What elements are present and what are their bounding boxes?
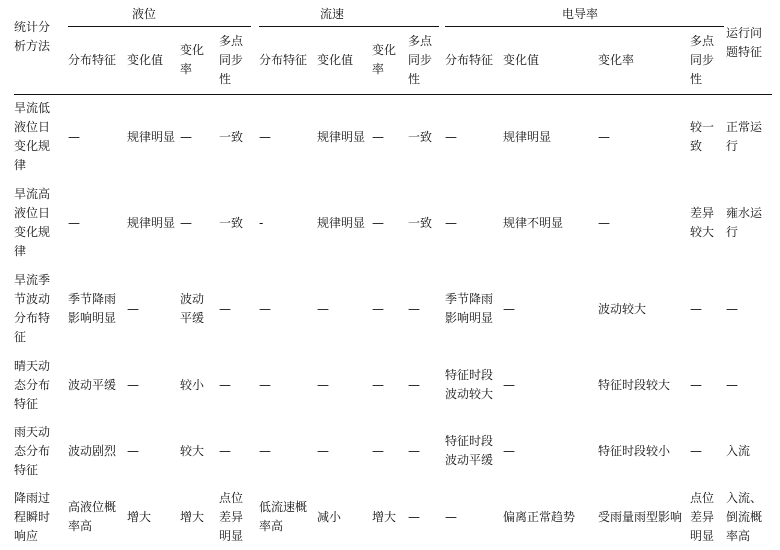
table-cell: [317, 442, 329, 461]
header-velocity-change: [317, 51, 353, 70]
table-cell-line: 行: [726, 225, 739, 239]
table-cell: [219, 300, 231, 319]
table-cell-line: 波动较大: [598, 301, 647, 316]
table-cell: [445, 432, 493, 470]
row-method-line: 特征: [14, 462, 39, 477]
table-cell-line: 波动平缓: [68, 377, 117, 392]
group-title-conductivity: 电导率: [562, 7, 599, 21]
table-cell-line: 倒流概: [726, 509, 763, 524]
table-cell: [408, 376, 420, 395]
table-cell-line: 差异: [690, 509, 715, 524]
table-cell-line: 点位: [219, 490, 244, 505]
row-method-line: 晴天动: [14, 358, 51, 373]
table-cell-line: —: [726, 377, 738, 392]
table-cell-line: —: [317, 377, 329, 392]
row-method-line: 特征: [14, 396, 39, 411]
table-cell-line: —: [127, 301, 139, 316]
table-cell: [259, 300, 271, 319]
table-cell-line: —: [372, 129, 384, 144]
table-cell-line: 差异: [219, 509, 244, 524]
table-cell-line: —: [68, 215, 80, 230]
table-cell: [503, 442, 515, 461]
header-method-line: 统计分: [14, 20, 51, 34]
row-method-line: 节波动: [14, 292, 51, 306]
header-velocity-change-line: 变化值: [317, 52, 354, 67]
table-cell-line: 规律明显: [503, 129, 552, 144]
table-cell-line: —: [408, 509, 420, 524]
table-cell-line: 高液位概: [68, 500, 117, 514]
table-cell: [180, 508, 204, 527]
table-cell: [372, 300, 384, 319]
table-cell-line: —: [598, 215, 610, 230]
table-cell-line: —: [690, 377, 702, 392]
table-cell: [317, 300, 329, 319]
header-issue-line: 运行问: [726, 26, 763, 40]
row-method: [14, 357, 50, 414]
table-cell-line: 较一: [690, 120, 715, 134]
table-cell-line: 影响明显: [68, 311, 117, 325]
group-rule-level: [68, 26, 251, 27]
table-cell-line: 波动平缓: [445, 453, 494, 467]
row-method-line: 降雨过: [14, 490, 51, 505]
header-velocity-rate-line: 率: [372, 62, 385, 76]
header-method-line: 析方法: [14, 39, 51, 53]
table-cell-line: —: [219, 377, 231, 392]
row-method-line: 程瞬时: [14, 509, 51, 524]
header-velocity-sync: [408, 32, 432, 89]
table-cell-line: 规律明显: [317, 215, 366, 230]
header-conductivity-sync-line: 性: [690, 71, 703, 86]
header-conductivity-sync: [690, 32, 714, 89]
table-cell: [690, 118, 714, 156]
table-cell-line: —: [372, 301, 384, 316]
table-cell-line: —: [503, 377, 515, 392]
header-level-rate-line: 变化: [180, 43, 205, 57]
table-cell: [259, 442, 271, 461]
table-cell-line: 规律明显: [317, 129, 366, 144]
table-cell: [259, 128, 271, 147]
table-cell: [503, 128, 551, 147]
table-cell-line: 一致: [408, 129, 433, 144]
row-method: [14, 185, 50, 261]
table-cell: [726, 300, 738, 319]
table-cell: [726, 489, 762, 546]
table-cell: [259, 214, 263, 233]
table-cell-line: —: [726, 301, 738, 316]
table-cell-line: —: [219, 443, 231, 458]
table-cell-line: 规律不明显: [503, 215, 564, 230]
table-cell: [598, 214, 610, 233]
table-cell: [68, 290, 116, 328]
header-conductivity-dist: [445, 51, 493, 70]
table-cell-line: —: [259, 377, 271, 392]
table-cell-line: 增大: [180, 509, 205, 524]
table-cell: [445, 290, 493, 328]
table-cell: [317, 508, 341, 527]
header-conductivity-sync-line: 同步: [690, 52, 715, 67]
table-cell: [127, 508, 151, 527]
row-method: [14, 271, 50, 347]
table-cell: [598, 376, 670, 395]
table-cell: [408, 442, 420, 461]
table-cell-line: 规律明显: [127, 129, 176, 144]
table-cell-line: 影响明显: [445, 311, 494, 325]
table-cell: [372, 376, 384, 395]
table-cell-line: —: [372, 215, 384, 230]
table-cell-line: —: [259, 129, 271, 144]
table-cell: [503, 376, 515, 395]
table-cell: [598, 442, 670, 461]
row-method-line: 响应: [14, 528, 39, 543]
table-cell-line: —: [259, 301, 271, 316]
table-cell-line: 季节降雨: [445, 292, 494, 306]
header-level-sync-line: 同步: [219, 52, 244, 67]
table-cell: [598, 128, 610, 147]
table-cell: [445, 214, 457, 233]
table-cell-line: 特征时段较小: [598, 443, 671, 458]
group-rule-velocity: [259, 26, 439, 27]
group-rule-conductivity: [445, 26, 724, 27]
row-method: [14, 423, 50, 480]
table-cell-line: —: [690, 301, 702, 316]
table-cell-line: 正常运: [726, 120, 763, 134]
table-cell: [127, 128, 175, 147]
row-method-line: 态分布: [14, 377, 51, 392]
header-issue: [726, 24, 762, 62]
table-cell-line: 率高: [259, 519, 284, 533]
header-conductivity-rate: [598, 51, 634, 70]
table-cell-line: 增大: [372, 509, 397, 524]
table-cell: [598, 300, 646, 319]
header-level-dist: [68, 51, 116, 70]
header-level-rate-line: 率: [180, 62, 193, 76]
table-cell-line: —: [180, 215, 192, 230]
table-cell: [726, 204, 762, 242]
row-method-line: 旱流高: [14, 187, 51, 201]
table-cell: [180, 214, 192, 233]
table-cell: [503, 300, 515, 319]
table-cell: [180, 290, 204, 328]
table-cell: [317, 128, 365, 147]
table-cell-line: —: [259, 443, 271, 458]
table-cell: [317, 376, 329, 395]
table-cell-line: 一致: [219, 215, 244, 230]
table-cell-line: —: [127, 377, 139, 392]
table-cell: [68, 442, 116, 461]
table-cell-line: —: [408, 377, 420, 392]
header-conductivity-rate-line: 变化率: [598, 52, 635, 67]
row-method-line: 液位日: [14, 206, 51, 220]
header-conductivity-change: [503, 51, 539, 70]
table-cell-line: 特征时段: [445, 368, 494, 382]
header-level-change-line: 变化值: [127, 52, 164, 67]
header-level-dist-line: 分布特征: [68, 52, 117, 67]
table-cell: [445, 508, 457, 527]
table-cell: [127, 214, 175, 233]
header-velocity-rate-line: 变化: [372, 43, 397, 57]
table-cell-line: 明显: [690, 528, 715, 543]
row-method-line: 变化规: [14, 139, 51, 153]
table-cell: [68, 214, 80, 233]
table-cell: [408, 128, 432, 147]
header-level-sync-line: 性: [219, 71, 232, 86]
header-level-sync-line: 多点: [219, 33, 244, 48]
table-cell: [690, 489, 714, 546]
row-method-line: 分布特: [14, 311, 51, 325]
table-cell: [372, 442, 384, 461]
table-cell: [372, 508, 396, 527]
table-cell: [726, 376, 738, 395]
table-cell-line: —: [317, 301, 329, 316]
table-cell-line: —: [598, 129, 610, 144]
table-cell-line: 点位: [690, 490, 715, 505]
row-method-line: 旱流季: [14, 273, 51, 287]
table-cell-line: —: [503, 443, 515, 458]
table-cell: [408, 214, 432, 233]
header-velocity-rate: [372, 41, 396, 79]
table-cell-line: —: [690, 443, 702, 458]
table-cell: [68, 376, 116, 395]
table-cell: [219, 214, 243, 233]
table-cell: [219, 442, 231, 461]
table-cell: [259, 498, 307, 536]
table-cell-line: 行: [726, 139, 739, 153]
table-cell: [127, 442, 139, 461]
header-level-sync: [219, 32, 243, 89]
table-cell-line: -: [259, 215, 264, 230]
table-cell-line: 率高: [726, 528, 751, 543]
table-cell-line: 规律明显: [127, 215, 176, 230]
table-cell: [690, 376, 702, 395]
header-conductivity-change-line: 变化值: [503, 52, 540, 67]
group-title-level: 液位: [132, 7, 157, 21]
table-cell-line: —: [127, 443, 139, 458]
group-title-velocity: 流速: [320, 7, 345, 21]
table-cell-line: 波动较大: [445, 387, 494, 401]
table-cell: [726, 442, 750, 461]
table-cell-line: 季节降雨: [68, 292, 117, 306]
table-cell: [372, 214, 384, 233]
table-cell: [68, 128, 80, 147]
table-cell-line: 明显: [219, 528, 244, 543]
row-method: [14, 489, 50, 546]
table-cell-line: 特征时段较大: [598, 377, 671, 392]
header-conductivity-dist-line: 分布特征: [445, 52, 494, 67]
row-method-line: 旱流低: [14, 101, 51, 115]
table-cell: [503, 214, 563, 233]
table-cell-line: —: [445, 509, 457, 524]
header-method: [14, 18, 50, 56]
table-cell-line: 一致: [408, 215, 433, 230]
table-cell-line: 致: [690, 139, 703, 153]
table-cell-line: —: [408, 301, 420, 316]
table-cell-line: 减小: [317, 509, 342, 524]
table-cell: [219, 376, 231, 395]
statistics-table: [14, 0, 774, 548]
row-method-line: 律: [14, 244, 27, 258]
header-bottom-rule: [14, 94, 772, 95]
row-method-line: 律: [14, 158, 27, 172]
row-method-line: 变化规: [14, 225, 51, 239]
table-cell-line: —: [317, 443, 329, 458]
table-cell-line: 雍水运: [726, 206, 763, 220]
table-cell: [690, 300, 702, 319]
table-cell: [690, 442, 702, 461]
table-cell-line: —: [408, 443, 420, 458]
table-cell: [68, 498, 116, 536]
table-cell-line: 差异: [690, 206, 715, 220]
header-velocity-dist: [259, 51, 307, 70]
table-cell: [127, 300, 139, 319]
row-method-line: 雨天动: [14, 424, 51, 439]
row-method-line: 液位日: [14, 120, 51, 134]
header-level-rate: [180, 41, 204, 79]
table-cell: [408, 508, 420, 527]
table-cell-line: 较大: [690, 225, 715, 239]
table-cell-line: 较大: [180, 443, 205, 458]
table-cell-line: 入流、: [726, 490, 763, 505]
table-cell: [127, 376, 139, 395]
table-cell-line: —: [503, 301, 515, 316]
header-issue-line: 题特征: [726, 45, 763, 59]
table-cell: [408, 300, 420, 319]
table-cell-line: 波动: [180, 292, 205, 306]
table-cell: [598, 508, 682, 527]
table-cell: [259, 376, 271, 395]
table-cell-line: 偏离正常趋势: [503, 509, 576, 524]
table-cell: [180, 442, 204, 461]
table-cell-line: 增大: [127, 509, 152, 524]
header-conductivity-sync-line: 多点: [690, 33, 715, 48]
table-cell-line: —: [445, 215, 457, 230]
table-cell: [219, 489, 243, 546]
table-cell-line: 受雨量雨型影响: [598, 509, 683, 524]
header-level-change: [127, 51, 163, 70]
table-cell: [690, 204, 714, 242]
table-cell: [180, 128, 192, 147]
header-velocity-sync-line: 同步: [408, 52, 433, 67]
table-cell-line: —: [445, 129, 457, 144]
table-cell: [445, 366, 493, 404]
table-cell: [317, 214, 365, 233]
header-velocity-sync-line: 多点: [408, 33, 433, 48]
table-cell: [180, 376, 204, 395]
table-cell-line: 低流速概: [259, 500, 308, 514]
table-cell-line: —: [372, 443, 384, 458]
table-cell-line: 入流: [726, 443, 751, 458]
table-cell: [503, 508, 575, 527]
header-velocity-dist-line: 分布特征: [259, 52, 308, 67]
table-cell-line: —: [219, 301, 231, 316]
table-cell-line: —: [372, 377, 384, 392]
header-velocity-sync-line: 性: [408, 71, 421, 86]
table-cell: [726, 118, 762, 156]
table-cell-line: 平缓: [180, 311, 205, 325]
table-cell-line: 率高: [68, 519, 93, 533]
row-method-line: 征: [14, 330, 27, 344]
table-cell-line: 波动剧烈: [68, 443, 117, 458]
table-cell-line: —: [68, 129, 80, 144]
table-cell: [445, 128, 457, 147]
row-method: [14, 99, 50, 175]
table-cell-line: —: [180, 129, 192, 144]
table-cell: [219, 128, 243, 147]
table-cell-line: 一致: [219, 129, 244, 144]
row-method-line: 态分布: [14, 443, 51, 458]
table-cell-line: 较小: [180, 377, 205, 392]
table-cell-line: 特征时段: [445, 434, 494, 448]
table-cell: [372, 128, 384, 147]
